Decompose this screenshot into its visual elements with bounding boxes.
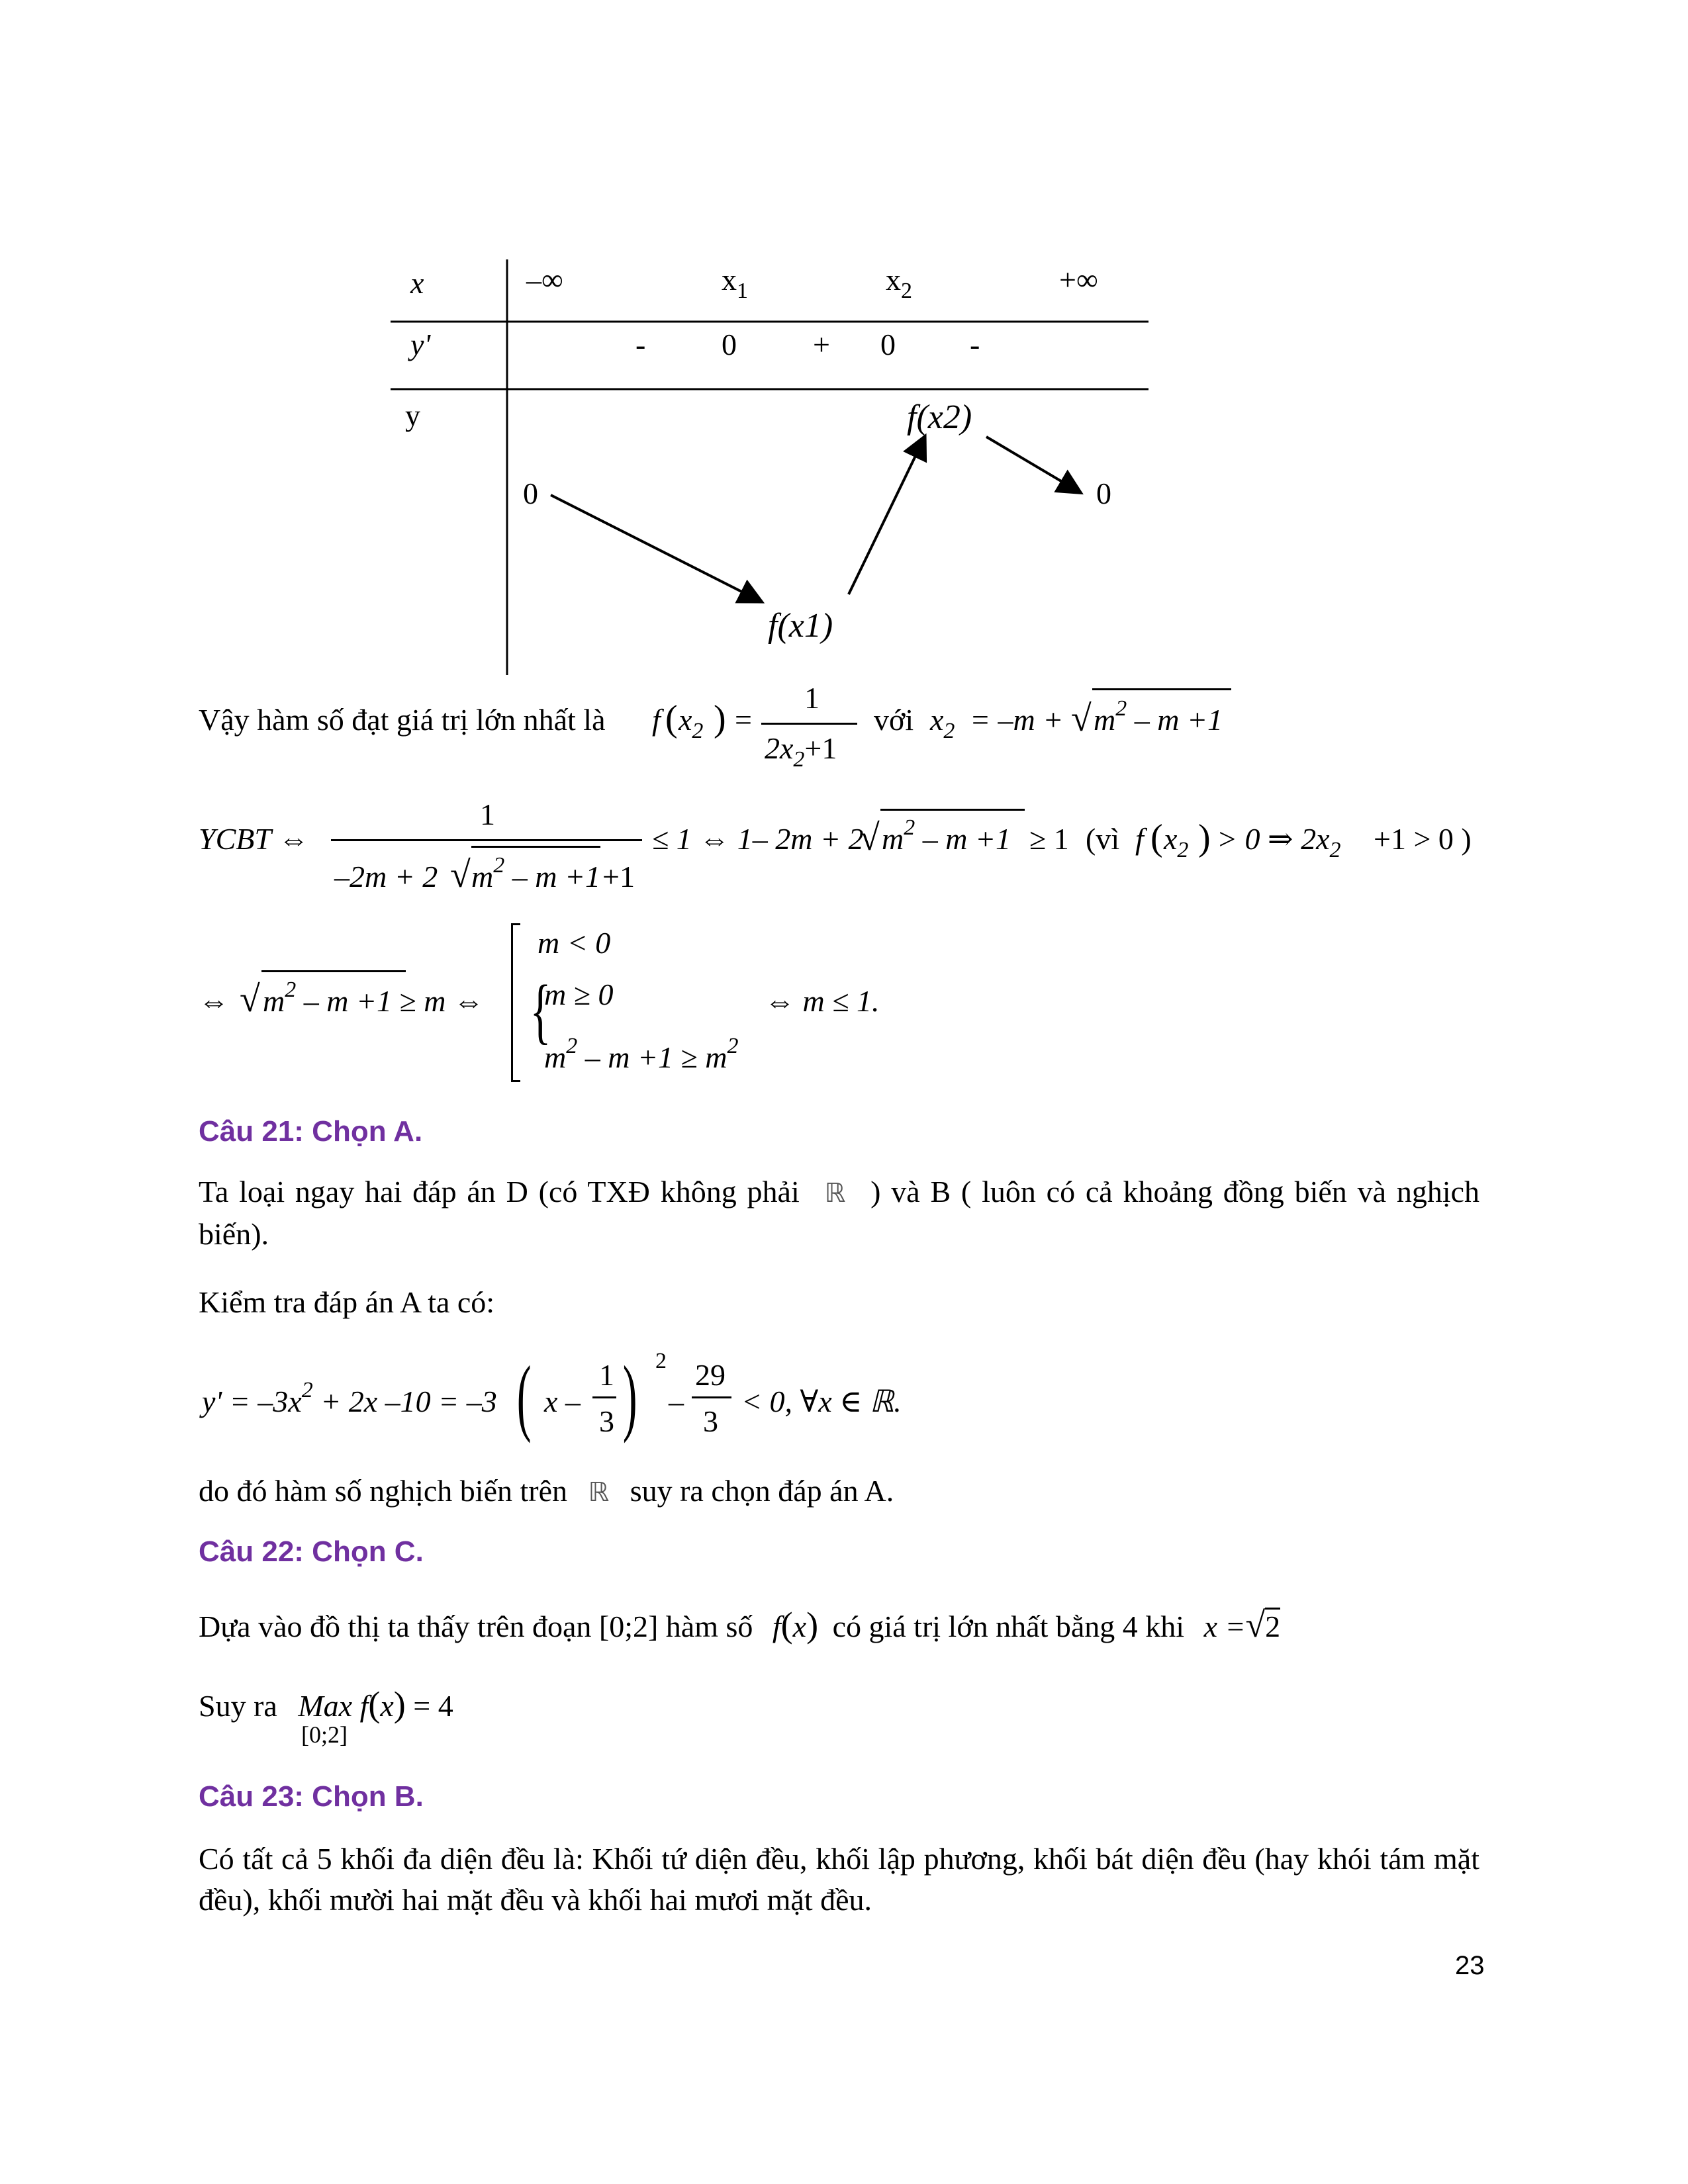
max-subscript: [0;2] (301, 1721, 348, 1748)
row-label-yprime: y' (410, 328, 431, 361)
y-right-limit: 0 (1096, 477, 1111, 510)
fraction-bar (331, 839, 642, 841)
sqrt-sign: √ (1071, 698, 1092, 739)
paragraph-cau-21-1: Ta loại ngay hai đáp án D (có TXĐ không phải ℝ ) và B ( luôn có cả khoảng đồng biến và nghịch biến). (199, 1175, 1480, 1251)
sign-1: - (635, 328, 646, 361)
heading-cau-22: Câu 22: Chọn C. (199, 1535, 424, 1568)
y-value-fx1: f(x1) (768, 607, 833, 645)
paragraph-cau-23-1: Có tất cả 5 khối đa diện đều là: Khối tứ diện đều, khối lập phương, khối bát diện đều (hay khói tám mặt đều), khối mười hai mặt đều và khối hai mươi mặt đều. (199, 1842, 1479, 1917)
arrow-increasing (849, 438, 924, 594)
page-number: 23 (1455, 1951, 1485, 1980)
paragraph-cau-21-2: Kiểm tra đáp án A ta có: (199, 1285, 495, 1319)
reals-symbol: ℝ (824, 1178, 846, 1208)
x-value-x1: $x_1$ (722, 263, 748, 303)
sign-2: 0 (722, 328, 737, 361)
fraction-bar (761, 723, 857, 725)
x-pos-infinity: +∞ (1059, 263, 1098, 296)
y-left-limit: 0 (523, 477, 538, 510)
row-label-y: y (405, 398, 420, 432)
sign-4: 0 (880, 328, 896, 361)
row-label-x: x (410, 266, 424, 300)
paragraph-cau-22-2: Suy ra Max f(x) = 4 (199, 1684, 453, 1724)
y-value-fx2: f(x2) (907, 398, 972, 436)
arrow-decreasing-2 (986, 437, 1079, 492)
heading-cau-21: Câu 21: Chọn A. (199, 1115, 423, 1148)
x-neg-infinity: –∞ (526, 263, 563, 296)
brace-left: { (530, 970, 551, 1051)
paragraph-cau-22-1: Dựa vào đồ thị ta thấy trên đoạn [0;2] hàm số f(x) có giá trị lớn nhất bằng 4 khi x =√2 (199, 1605, 1281, 1645)
bracket-left (511, 923, 513, 1082)
x-value-x2: $x_2$ (886, 263, 912, 303)
arrow-decreasing-1 (551, 495, 760, 601)
paragraph-cau-21-3: do đó hàm số nghịch biến trên ℝ suy ra chọn đáp án A. (199, 1474, 894, 1508)
sign-3: + (813, 328, 830, 361)
sign-5: - (970, 328, 980, 361)
heading-cau-23: Câu 23: Chọn B. (199, 1780, 424, 1813)
